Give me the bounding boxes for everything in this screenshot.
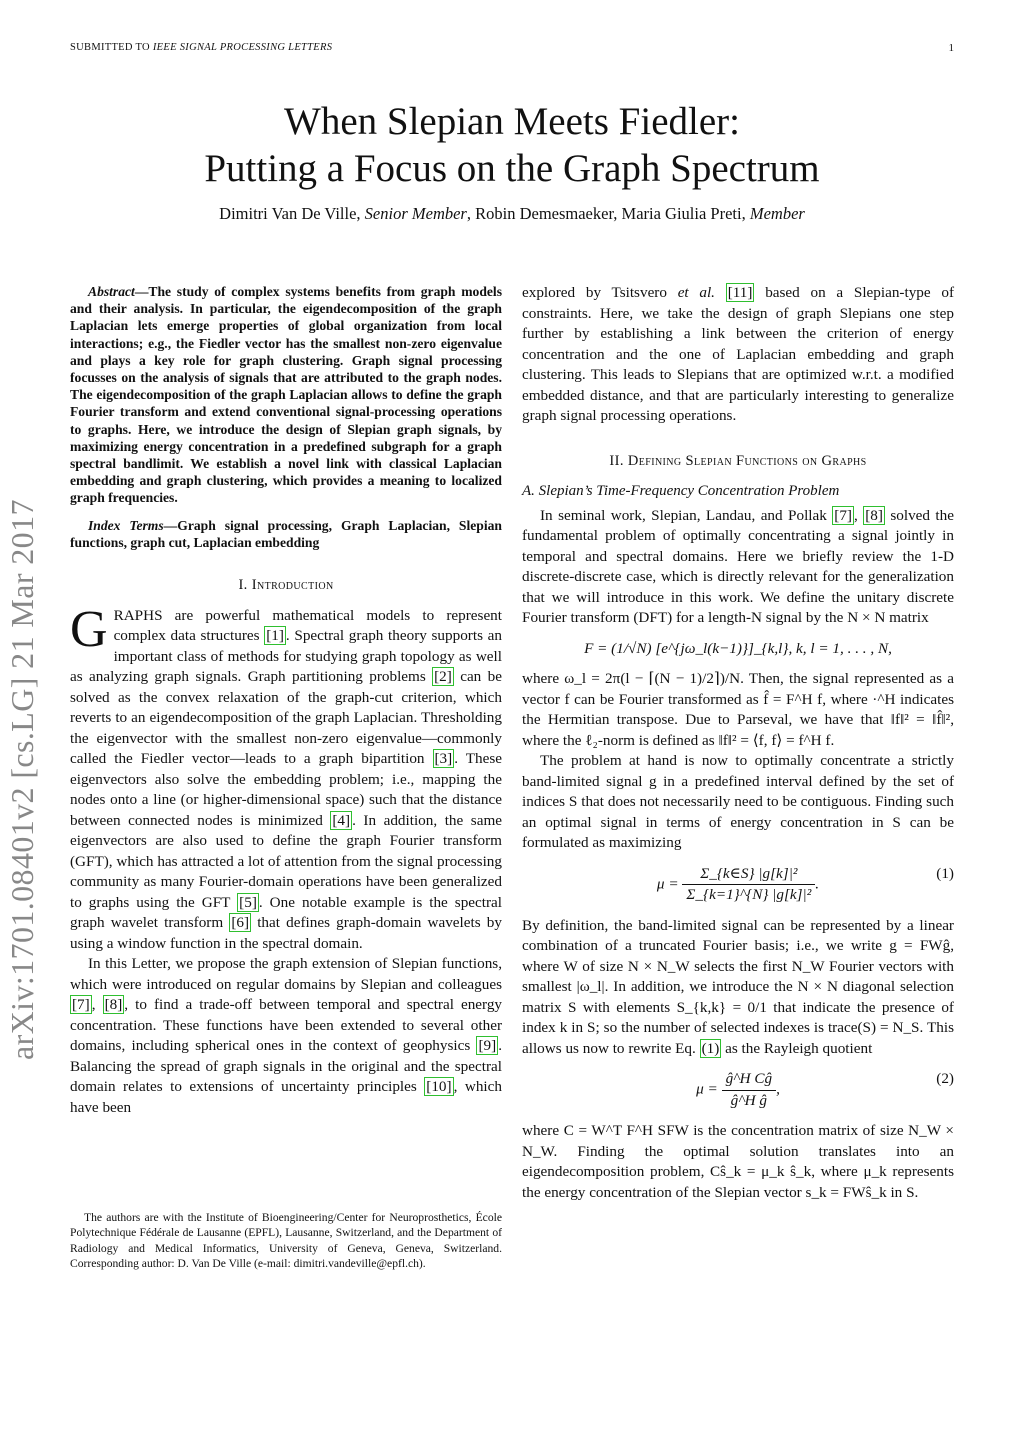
title-line-1: When Slepian Meets Fiedler:	[284, 100, 740, 143]
affiliation-footnote: The authors are with the Institute of Bioengineering/Center for Neuroprosthetics, École Polytechnique Fédérale de Lausanne (EPFL), Lausanne, Switzerland, and the Department of Radiology and Medical Informatics, University of Geneva, Geneva, Switzerland. Corresponding author: D. Van De Ville (e-mail: dimitri.vandeville@epfl.ch).	[70, 1211, 502, 1271]
equation-1-fraction: $\frac{\text{Σ\_\{k∈S\} |g[k]|²}}{\text{Σ\_\{k=1\}\textasciicircum{}\{N\} |g[k]|²}}$	[682, 864, 815, 906]
left-column	[70, 283, 502, 1118]
citation-link[interactable]: [2]	[434, 668, 452, 686]
paper-title	[0, 98, 1024, 192]
equation-1-number: (1)	[936, 864, 954, 882]
equation-2: μ = $\frac{\text{ĝ\textasciicircum{}H Cĝ}}{\text{ĝ\textasciicircum{}H ĝ}}$ , (2)	[522, 1069, 954, 1111]
citation-link[interactable]: [4]	[332, 811, 351, 829]
section-heading-defining-slepian: II. Defining Slepian Functions on Graphs	[609, 452, 867, 469]
equation-dft: F = (1/√N) [e^{jω_l(k−1)}]_{k,l}, k, l = 1, . . . , N,	[584, 639, 892, 657]
intro-paragraph-2: In this Letter, we propose the graph extension of Slepian functions, which were introduced on regular domains by Slepian and colleagues [7] , [8] , to find a trade-off between temporal and spectral energy concentration. These functions have been extended to several other domains, including spherical ones in the context of geophysics [9] . Balancing the spread of graph signals in the original and the spectral domain relates to extensions of uncertainty principles [10] , which have been	[70, 955, 503, 1116]
equation-reference-link[interactable]: (1)	[701, 1039, 720, 1057]
citation-link[interactable]: [7]	[72, 996, 90, 1014]
citation-link[interactable]: [1]	[266, 627, 284, 645]
right-paragraph-5: where C = W^T F^H SFW is the concentration matrix of size N_W × N_W. Finding the optimal solution translates into an eigendecomposition problem, Cŝ_k = μ_k ŝ_k, where μ_k represents the energy concentration of the Slepian vector s_k = FWŝ_k in S.	[522, 1122, 954, 1201]
drop-cap: G	[70, 600, 108, 658]
citation-link[interactable]: [11]	[727, 284, 753, 301]
citation-link[interactable]: [8]	[104, 996, 123, 1014]
citation-link[interactable]: [3]	[434, 750, 453, 768]
equation-2-fraction: $\frac{\text{ĝ\textasciicircum{}H Cĝ}}{\text{ĝ\textasciicircum{}H ĝ}}$	[722, 1069, 777, 1111]
page-number: 1	[948, 42, 954, 54]
equation-1: μ = $\frac{\text{Σ\_\{k∈S\} |g[k]|²}}{\text{Σ\_\{k=1\}\textasciicircum{}\{N\} |g[k]|²}}$ . (1)	[522, 864, 954, 906]
abstract: Abstract—The study of complex systems benefits from graph models and their analysis. In particular, the eigendecomposition of the graph Laplacian lets emerge properties of global organization from local interactions; e.g., the Fiedler vector has the smallest non-zero eigenvalue and plays a key role for graph clustering. Graph signal processing focusses on the analysis of signals that are attributed to the graph nodes. The eigendecomposition of the graph Laplacian allows to define the graph Fourier transform and extend conventional signal-processing operations to graphs. Here, we introduce the design of Slepian graph signals, by maximizing energy concentration in a predefined subgraph for a graph spectral bandlimit. We establish a novel link with classical Laplacian embedding and graph clustering, which provides a meaning to localized graph frequencies.	[70, 284, 502, 506]
author-list: Dimitri Van De Ville, Senior Member, Robin Demesmaeker, Maria Giulia Preti, Member	[219, 204, 805, 223]
equation-2-number: (2)	[936, 1070, 954, 1087]
intro-paragraph-1: GRAPHS are powerful mathematical models to represent complex data structures [1] . Spectral graph theory supports an important class of methods for studying graph topology as well as analyzing graph signals. Graph partitioning problems [2] can be solved as the convex relaxation of the graph-cut criterion, which reverts to an eigendecomposition of the graph Laplacian. Thresholding the eigenvector with the smallest non-zero eigenvalue—commonly called the Fiedler vector—leads to a graph bipartition [3] . These eigenvectors also solve the embedding problem; i.e., mapping the nodes onto a line (or higher-dimensional space) such that the distance between connected nodes is minimized [4] . In addition, the same eigenvectors are also used to define the graph Fourier transform (GFT), which has attracted a lot of attention from the signal processing community as many Fourier-domain operations have been generalized to graphs using the GFT [5] . One notable example is the spectral graph wavelet transform [6] that defines graph-domain wavelets by using a window function in the spectral domain.	[70, 600, 503, 952]
citation-link[interactable]: [6]	[231, 914, 250, 932]
right-paragraph-2: where ω_l = 2π(l − ⌈(N − 1)/2⌉)/N. Then, the signal represented as a vector f can be Fourier transformed as f̂ = F^H f, where ·^H indicates the Hermitian transpose. Due to Parseval, we have that ‖f‖² = ‖f̂‖², where the ℓ₂-norm is defined as ‖f‖² = ⟨f, f⟩ = f^H f.	[522, 670, 954, 749]
right-column	[522, 283, 954, 1203]
citation-link[interactable]: [5]	[239, 893, 257, 911]
citation-link[interactable]: [10]	[426, 1078, 452, 1096]
citation-link[interactable]: [7]	[834, 506, 852, 524]
citation-link[interactable]: [8]	[865, 506, 883, 524]
right-paragraph-1: In seminal work, Slepian, Landau, and Pollak [7] , [8] solved the fundamental problem of optimally concentrating a signal jointly in temporal and spectral domains. Here we briefly review the 1-D discrete-discrete case, which is directly relevant for the generalization that we will introduce in this work. We define the unitary discrete Fourier transform (DFT) for a length-N signal by the N × N matrix	[522, 506, 954, 626]
right-paragraph-4: By definition, the band-limited signal can be represented by a linear combination of a truncated Fourier basis; i.e., we write g = FWĝ, where W of size N × N_W selects the first N_W Fourier vectors with smallest |ω_l|. In addition, we introduce the N × N diagonal selection matrix S with elements S_{k,k} = 0/1 that indicate the presence of index k in S; so the number of selected indexes is trace(S) = N_S. This allows us now to rewrite Eq. (1) as the Rayleigh quotient	[522, 916, 954, 1057]
arxiv-stamp: arXiv:1701.08401v2 [cs.LG] 21 Mar 2017	[4, 499, 40, 1060]
citation-link[interactable]: [9]	[478, 1037, 497, 1055]
subsection-heading-a: A. Slepian’s Time-Frequency Concentration Problem	[522, 483, 840, 499]
right-paragraph-0: explored by Tsitsvero et al. [11] based on a Slepian-type of constraints. Here, we take the design of graph Slepians one step further by establishing a link between the criterion of energy concentration and the one of Laplacian embedding and graph clustering. This leads to Slepians that are optimized w.r.t. a modified embedded distance, and that are particularly interesting to generalize graph signal processing operations.	[522, 284, 955, 424]
title-line-2: Putting a Focus on the Graph Spectrum	[204, 147, 820, 190]
section-heading-introduction: I. Introduction	[238, 577, 334, 594]
running-header: SUBMITTED TO IEEE SIGNAL PROCESSING LETTERS	[70, 42, 333, 53]
index-terms: Index Terms—Graph signal processing, Graph Laplacian, Slepian functions, graph cut, Laplacian embedding	[70, 517, 502, 550]
right-paragraph-3: The problem at hand is now to optimally concentrate a strictly band-limited signal g in a predefined interval defined by the set of indices S that does not necessarily need to be contiguous. Finding such an optimal signal in terms of energy concentration in S can be formulated as maximizing	[522, 752, 954, 851]
